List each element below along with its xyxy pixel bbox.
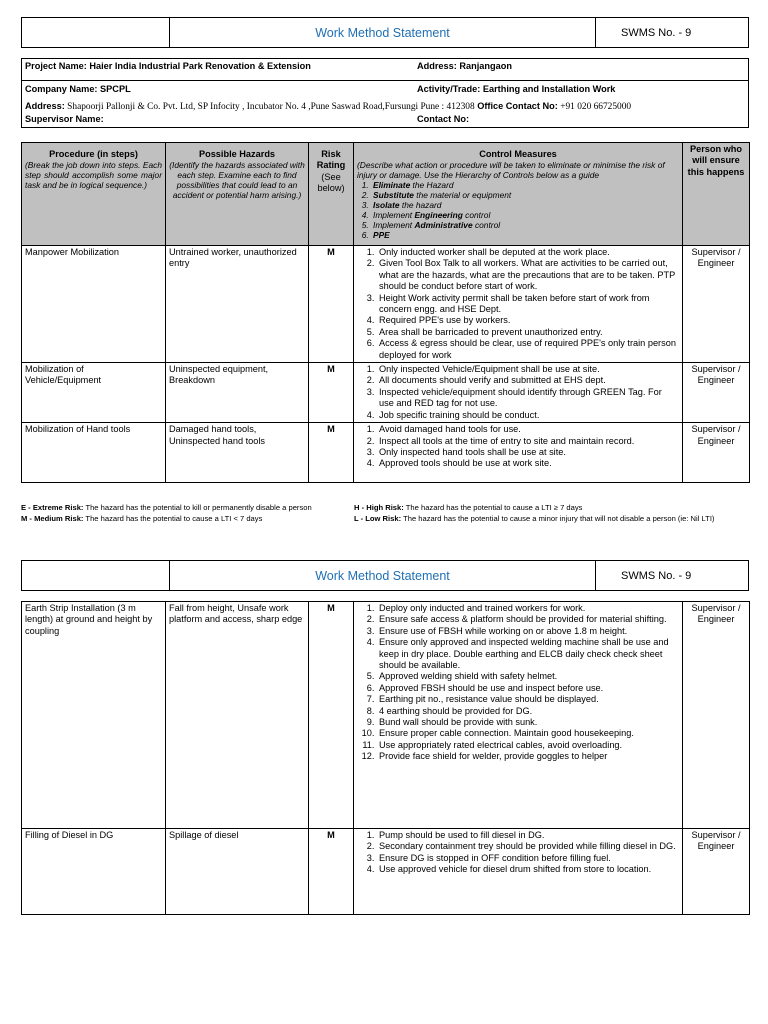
hazards-note: (Identify the hazards associated with each step. Examine each to find possibilities that could lead to an accident or potential harm arising.) bbox=[169, 160, 305, 201]
control-measure-item: 4. Use approved vehicle for diesel drum shifted from store to location. bbox=[377, 864, 679, 875]
hierarchy-item: 6. PPE bbox=[371, 230, 679, 240]
control-measure-item: 5. Approved welding shield with safety helmet. bbox=[377, 671, 679, 682]
control-measures-list bbox=[357, 364, 679, 421]
control-measure-item: 12. Provide face shield for welder, provide goggles to helper bbox=[377, 751, 679, 762]
table-row bbox=[22, 246, 750, 363]
header-blank-cell-2 bbox=[22, 561, 170, 590]
responsible-person-cell: Supervisor / Engineer bbox=[683, 246, 750, 363]
control-measure-item: 6. Approved FBSH should be use and inspect before use. bbox=[377, 683, 679, 694]
risk-rating-cell: M bbox=[309, 602, 354, 829]
method-table-1 bbox=[21, 142, 750, 483]
swms-number-2: SWMS No. - 9 bbox=[595, 561, 748, 590]
contact-number: Contact No: bbox=[417, 114, 470, 124]
office-contact-label: Office Contact No: bbox=[474, 101, 558, 111]
address-value: Shapoorji Pallonji & Co. Pvt. Ltd, SP Infocity , Incubator No. 4 ,Pune Saswad Road,Fursungi Pune : 412308 bbox=[64, 102, 475, 112]
legend-high: H - High Risk: The hazard has the potential to cause a LTI ≥ 7 days bbox=[354, 503, 583, 512]
hazard-cell: Spillage of diesel bbox=[166, 829, 309, 915]
control-measure-item: 9. Bund wall should be provide with sunk. bbox=[377, 717, 679, 728]
procedure-cell: Manpower Mobilization bbox=[22, 246, 166, 363]
risk-legend bbox=[21, 503, 761, 527]
hierarchy-list bbox=[357, 180, 679, 240]
control-measures-cell bbox=[354, 363, 683, 423]
swms-number: SWMS No. - 9 bbox=[595, 18, 748, 47]
control-measure-item: 1. Only inducted worker shall be deputed at the work place. bbox=[377, 247, 679, 258]
control-measure-item: 2. Given Tool Box Talk to all workers. What are activities to be carried out, what are the hazards, what are the precautions that are to be taken. PTP should be conduct before start of work. bbox=[377, 258, 679, 292]
risk-rating-cell: M bbox=[309, 829, 354, 915]
table-row bbox=[22, 363, 750, 423]
hazards-header: Possible Hazards bbox=[198, 149, 276, 159]
control-measure-item: 6. Access & egress should be clear, use of required PPE's only train person deployed for work bbox=[377, 338, 679, 361]
control-measures-cell bbox=[354, 602, 683, 829]
control-column-header bbox=[354, 143, 683, 246]
control-measure-item: 4. Ensure only approved and inspected welding machine shall be use and keep in dry place. Double earthing and ELCB daily check check sheet should be available. bbox=[377, 637, 679, 671]
control-measure-item: 1. Pump should be used to fill diesel in DG. bbox=[377, 830, 679, 841]
control-measure-item: 4. Job specific training should be conduct. bbox=[377, 410, 679, 421]
risk-note: (See below) bbox=[317, 171, 345, 194]
risk-rating-cell: M bbox=[309, 246, 354, 363]
document-title-2: Work Method Statement bbox=[315, 569, 450, 583]
project-info bbox=[21, 58, 749, 81]
table-row bbox=[22, 829, 750, 915]
control-measure-item: 1. Only inspected Vehicle/Equipment shall be use at site. bbox=[377, 364, 679, 375]
risk-rating-cell: M bbox=[309, 423, 354, 483]
procedure-cell: Mobilization of Hand tools bbox=[22, 423, 166, 483]
control-measure-item: 10. Ensure proper cable connection. Maintain good housekeeping. bbox=[377, 728, 679, 739]
control-measure-item: 8. 4 earthing should be provided for DG. bbox=[377, 706, 679, 717]
procedure-cell: Earth Strip Installation (3 m length) at ground and height by coupling bbox=[22, 602, 166, 829]
office-contact-value: +91 020 66725000 bbox=[557, 102, 632, 112]
control-measure-item: 4. Required PPE's use by workers. bbox=[377, 315, 679, 326]
control-measures-cell bbox=[354, 246, 683, 363]
supervisor-name: Supervisor Name: bbox=[25, 114, 104, 124]
table-row bbox=[22, 423, 750, 483]
responsible-person-cell: Supervisor / Engineer bbox=[683, 829, 750, 915]
control-measure-item: 2. Ensure safe access & platform should be provided for material shifting. bbox=[377, 614, 679, 625]
project-name: Project Name: Haier India Industrial Park Renovation & Extension bbox=[25, 61, 311, 71]
header-bar bbox=[21, 17, 749, 48]
legend-medium: M - Medium Risk: The hazard has the potential to cause a LTI < 7 days bbox=[21, 514, 263, 523]
project-address: Address: Ranjangaon bbox=[417, 61, 512, 71]
control-measure-item: 3. Height Work activity permit shall be taken before start of work from concern engg. and HSE Dept. bbox=[377, 293, 679, 316]
address-label: Address: bbox=[25, 101, 65, 111]
method-table-2 bbox=[21, 601, 750, 915]
company-info bbox=[21, 80, 749, 128]
control-note: (Describe what action or procedure will be taken to eliminate or minimise the risk of injury or damage. Use the Hierarchy of Controls below as a guide bbox=[357, 160, 665, 181]
company-name: Company Name: SPCPL bbox=[25, 84, 131, 94]
person-column-header: Person who will ensure this happens bbox=[683, 143, 750, 246]
control-measure-item: 2. Inspect all tools at the time of entry to site and maintain record. bbox=[377, 436, 679, 447]
header-blank-cell bbox=[22, 18, 170, 47]
hazard-cell: Untrained worker, unauthorized entry bbox=[166, 246, 309, 363]
table-row bbox=[22, 602, 750, 829]
control-measure-item: 3. Inspected vehicle/equipment should identify through GREEN Tag. For use and RED tag for not use. bbox=[377, 387, 679, 410]
hierarchy-item: 2. Substitute the material or equipment bbox=[371, 190, 679, 200]
control-measures-list bbox=[357, 424, 679, 470]
hazards-column-header bbox=[166, 143, 309, 246]
control-measure-item: 3. Ensure DG is stopped in OFF condition before filling fuel. bbox=[377, 853, 679, 864]
legend-extreme: E - Extreme Risk: The hazard has the potential to kill or permanently disable a person bbox=[21, 503, 312, 512]
hazard-cell: Fall from height, Unsafe work platform and access, sharp edge bbox=[166, 602, 309, 829]
control-measure-item: 1. Avoid damaged hand tools for use. bbox=[377, 424, 679, 435]
header-bar-2 bbox=[21, 560, 749, 591]
control-measure-item: 3. Only inspected hand tools shall be use at site. bbox=[377, 447, 679, 458]
procedure-column-header bbox=[22, 143, 166, 246]
control-measure-item: 1. Deploy only inducted and trained workers for work. bbox=[377, 603, 679, 614]
control-measure-item: 3. Ensure use of FBSH while working on or above 1.8 m height. bbox=[377, 626, 679, 637]
control-measures-cell bbox=[354, 829, 683, 915]
risk-column-header bbox=[309, 143, 354, 246]
hierarchy-item: 3. Isolate the hazard bbox=[371, 200, 679, 210]
control-measure-item: 4. Approved tools should be use at work site. bbox=[377, 458, 679, 469]
procedure-cell: Filling of Diesel in DG bbox=[22, 829, 166, 915]
company-address bbox=[25, 101, 631, 112]
control-measure-item: 2. Secondary containment trey should be provided while filling diesel in DG. bbox=[377, 841, 679, 852]
table-header-row bbox=[22, 143, 750, 246]
control-measure-item: 2. All documents should verify and submitted at EHS dept. bbox=[377, 375, 679, 386]
control-measures-list bbox=[357, 603, 679, 763]
document-title: Work Method Statement bbox=[315, 26, 450, 40]
control-measure-item: 7. Earthing pit no., resistance value should be displayed. bbox=[377, 694, 679, 705]
control-measures-list bbox=[357, 830, 679, 876]
legend-low: L - Low Risk: The hazard has the potential to cause a minor injury that will not disable a person (ie: Nil LTI) bbox=[354, 514, 715, 523]
hierarchy-item: 4. Implement Engineering control bbox=[371, 210, 679, 220]
procedure-cell: Mobilization of Vehicle/Equipment bbox=[22, 363, 166, 423]
activity-trade: Activity/Trade: Earthing and Installation Work bbox=[417, 84, 616, 94]
hazard-cell: Uninspected equipment, Breakdown bbox=[166, 363, 309, 423]
hierarchy-item: 1. Eliminate the Hazard bbox=[371, 180, 679, 190]
risk-header: Risk Rating bbox=[316, 149, 346, 171]
hazard-cell: Damaged hand tools, Uninspected hand tools bbox=[166, 423, 309, 483]
control-measures-list bbox=[357, 247, 679, 361]
control-measure-item: 11. Use appropriately rated electrical cables, avoid overloading. bbox=[377, 740, 679, 751]
risk-rating-cell: M bbox=[309, 363, 354, 423]
responsible-person-cell: Supervisor / Engineer bbox=[683, 602, 750, 829]
control-measure-item: 5. Area shall be barricaded to prevent unauthorized entry. bbox=[377, 327, 679, 338]
responsible-person-cell: Supervisor / Engineer bbox=[683, 363, 750, 423]
control-measures-cell bbox=[354, 423, 683, 483]
responsible-person-cell: Supervisor / Engineer bbox=[683, 423, 750, 483]
hierarchy-item: 5. Implement Administrative control bbox=[371, 220, 679, 230]
procedure-header: Procedure (in steps) bbox=[49, 149, 138, 159]
procedure-note: (Break the job down into steps. Each step should accomplish some major task and be in logical sequence.) bbox=[25, 160, 162, 191]
control-header: Control Measures bbox=[479, 149, 557, 159]
